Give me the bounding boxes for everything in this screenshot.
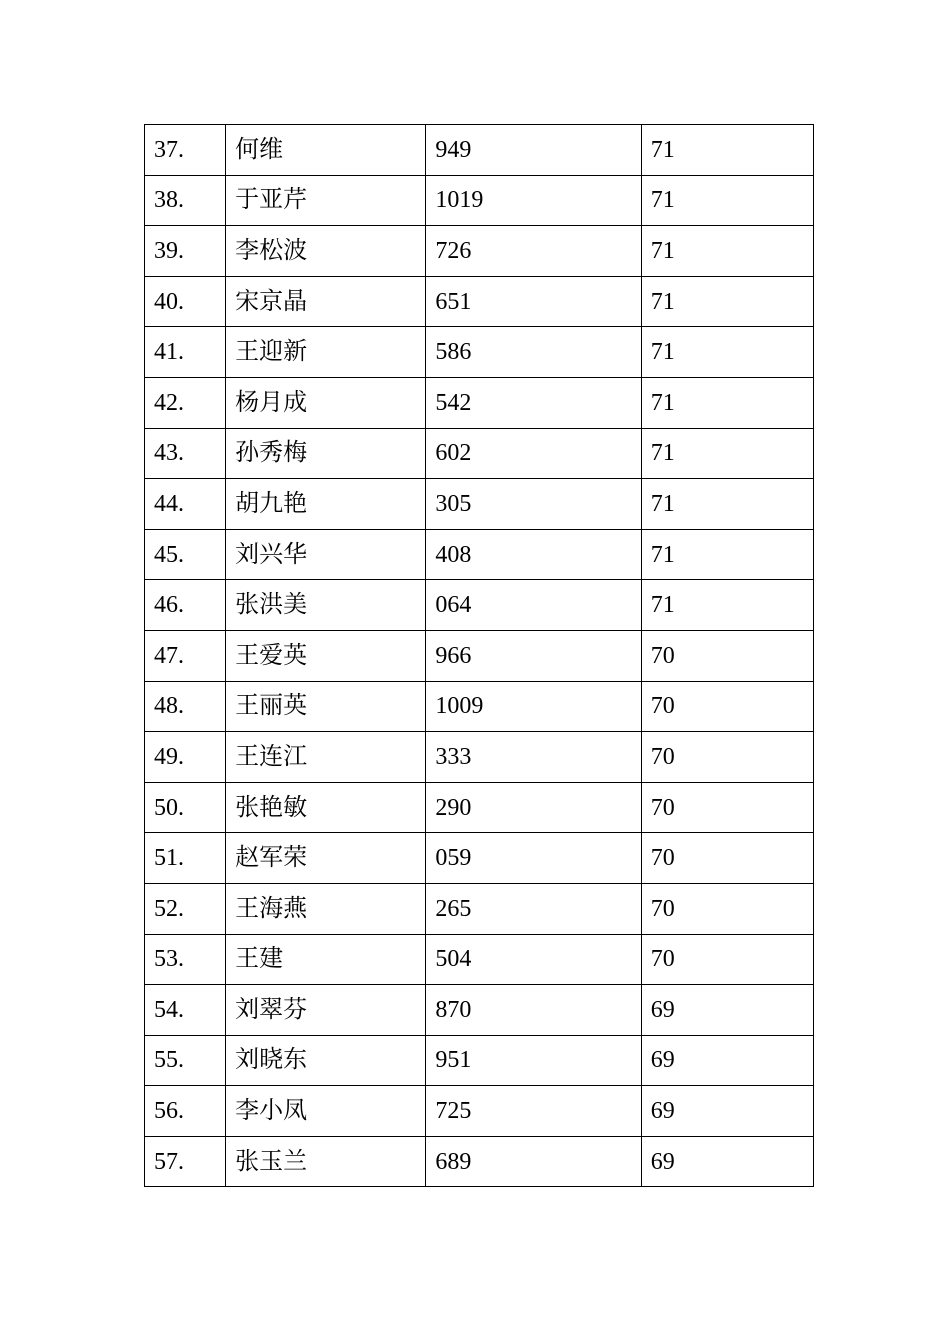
table-row <box>145 580 814 631</box>
score-cell: 71 <box>641 226 813 277</box>
id-cell: 689 <box>426 1136 641 1187</box>
score-cell: 71 <box>641 529 813 580</box>
score-cell: 70 <box>641 833 813 884</box>
id-cell: 725 <box>426 1086 641 1137</box>
id-cell: 504 <box>426 934 641 985</box>
id-cell: 1009 <box>426 681 641 732</box>
score-cell: 71 <box>641 175 813 226</box>
id-cell: 1019 <box>426 175 641 226</box>
roster-table <box>144 124 814 1187</box>
name-cell: 于亚芹 <box>226 175 426 226</box>
id-cell: 064 <box>426 580 641 631</box>
name-cell: 张洪美 <box>226 580 426 631</box>
row-number-cell: 43. <box>145 428 226 479</box>
table-row <box>145 226 814 277</box>
score-cell: 71 <box>641 276 813 327</box>
name-cell: 孙秀梅 <box>226 428 426 479</box>
id-cell: 966 <box>426 630 641 681</box>
table-row <box>145 377 814 428</box>
score-cell: 71 <box>641 327 813 378</box>
row-number-cell: 56. <box>145 1086 226 1137</box>
row-number-cell: 42. <box>145 377 226 428</box>
row-number-cell: 53. <box>145 934 226 985</box>
row-number-cell: 40. <box>145 276 226 327</box>
table-row <box>145 782 814 833</box>
row-number-cell: 46. <box>145 580 226 631</box>
row-number-cell: 47. <box>145 630 226 681</box>
id-cell: 651 <box>426 276 641 327</box>
table-row <box>145 833 814 884</box>
name-cell: 胡九艳 <box>226 479 426 530</box>
row-number-cell: 51. <box>145 833 226 884</box>
table-row <box>145 883 814 934</box>
id-cell: 586 <box>426 327 641 378</box>
row-number-cell: 45. <box>145 529 226 580</box>
row-number-cell: 50. <box>145 782 226 833</box>
name-cell: 王建 <box>226 934 426 985</box>
score-cell: 70 <box>641 934 813 985</box>
name-cell: 刘晓东 <box>226 1035 426 1086</box>
name-cell: 赵军荣 <box>226 833 426 884</box>
score-cell: 71 <box>641 125 813 176</box>
table-row <box>145 1035 814 1086</box>
score-cell: 69 <box>641 1136 813 1187</box>
score-cell: 70 <box>641 782 813 833</box>
score-cell: 71 <box>641 479 813 530</box>
name-cell: 刘翠芬 <box>226 985 426 1036</box>
table-row <box>145 529 814 580</box>
name-cell: 张艳敏 <box>226 782 426 833</box>
name-cell: 何维 <box>226 125 426 176</box>
name-cell: 宋京晶 <box>226 276 426 327</box>
id-cell: 333 <box>426 732 641 783</box>
id-cell: 059 <box>426 833 641 884</box>
table-row <box>145 681 814 732</box>
table-row <box>145 175 814 226</box>
score-cell: 71 <box>641 428 813 479</box>
name-cell: 李松波 <box>226 226 426 277</box>
id-cell: 602 <box>426 428 641 479</box>
row-number-cell: 49. <box>145 732 226 783</box>
table-row <box>145 125 814 176</box>
id-cell: 951 <box>426 1035 641 1086</box>
row-number-cell: 41. <box>145 327 226 378</box>
table-row <box>145 428 814 479</box>
row-number-cell: 37. <box>145 125 226 176</box>
row-number-cell: 48. <box>145 681 226 732</box>
row-number-cell: 39. <box>145 226 226 277</box>
id-cell: 408 <box>426 529 641 580</box>
score-cell: 70 <box>641 681 813 732</box>
table-row <box>145 327 814 378</box>
score-cell: 69 <box>641 1035 813 1086</box>
id-cell: 290 <box>426 782 641 833</box>
table-row <box>145 985 814 1036</box>
name-cell: 王迎新 <box>226 327 426 378</box>
row-number-cell: 54. <box>145 985 226 1036</box>
score-cell: 69 <box>641 985 813 1036</box>
score-cell: 71 <box>641 377 813 428</box>
score-cell: 70 <box>641 630 813 681</box>
id-cell: 265 <box>426 883 641 934</box>
id-cell: 870 <box>426 985 641 1036</box>
table-row <box>145 479 814 530</box>
id-cell: 949 <box>426 125 641 176</box>
row-number-cell: 55. <box>145 1035 226 1086</box>
name-cell: 王海燕 <box>226 883 426 934</box>
id-cell: 726 <box>426 226 641 277</box>
table-row <box>145 276 814 327</box>
score-cell: 70 <box>641 732 813 783</box>
score-cell: 71 <box>641 580 813 631</box>
name-cell: 王连江 <box>226 732 426 783</box>
row-number-cell: 52. <box>145 883 226 934</box>
name-cell: 王丽英 <box>226 681 426 732</box>
name-cell: 王爱英 <box>226 630 426 681</box>
id-cell: 305 <box>426 479 641 530</box>
row-number-cell: 44. <box>145 479 226 530</box>
table-row <box>145 1136 814 1187</box>
table-row <box>145 1086 814 1137</box>
id-cell: 542 <box>426 377 641 428</box>
name-cell: 张玉兰 <box>226 1136 426 1187</box>
score-cell: 69 <box>641 1086 813 1137</box>
row-number-cell: 57. <box>145 1136 226 1187</box>
name-cell: 杨月成 <box>226 377 426 428</box>
score-cell: 70 <box>641 883 813 934</box>
name-cell: 李小凤 <box>226 1086 426 1137</box>
name-cell: 刘兴华 <box>226 529 426 580</box>
row-number-cell: 38. <box>145 175 226 226</box>
table-row <box>145 934 814 985</box>
table-row <box>145 732 814 783</box>
table-row <box>145 630 814 681</box>
